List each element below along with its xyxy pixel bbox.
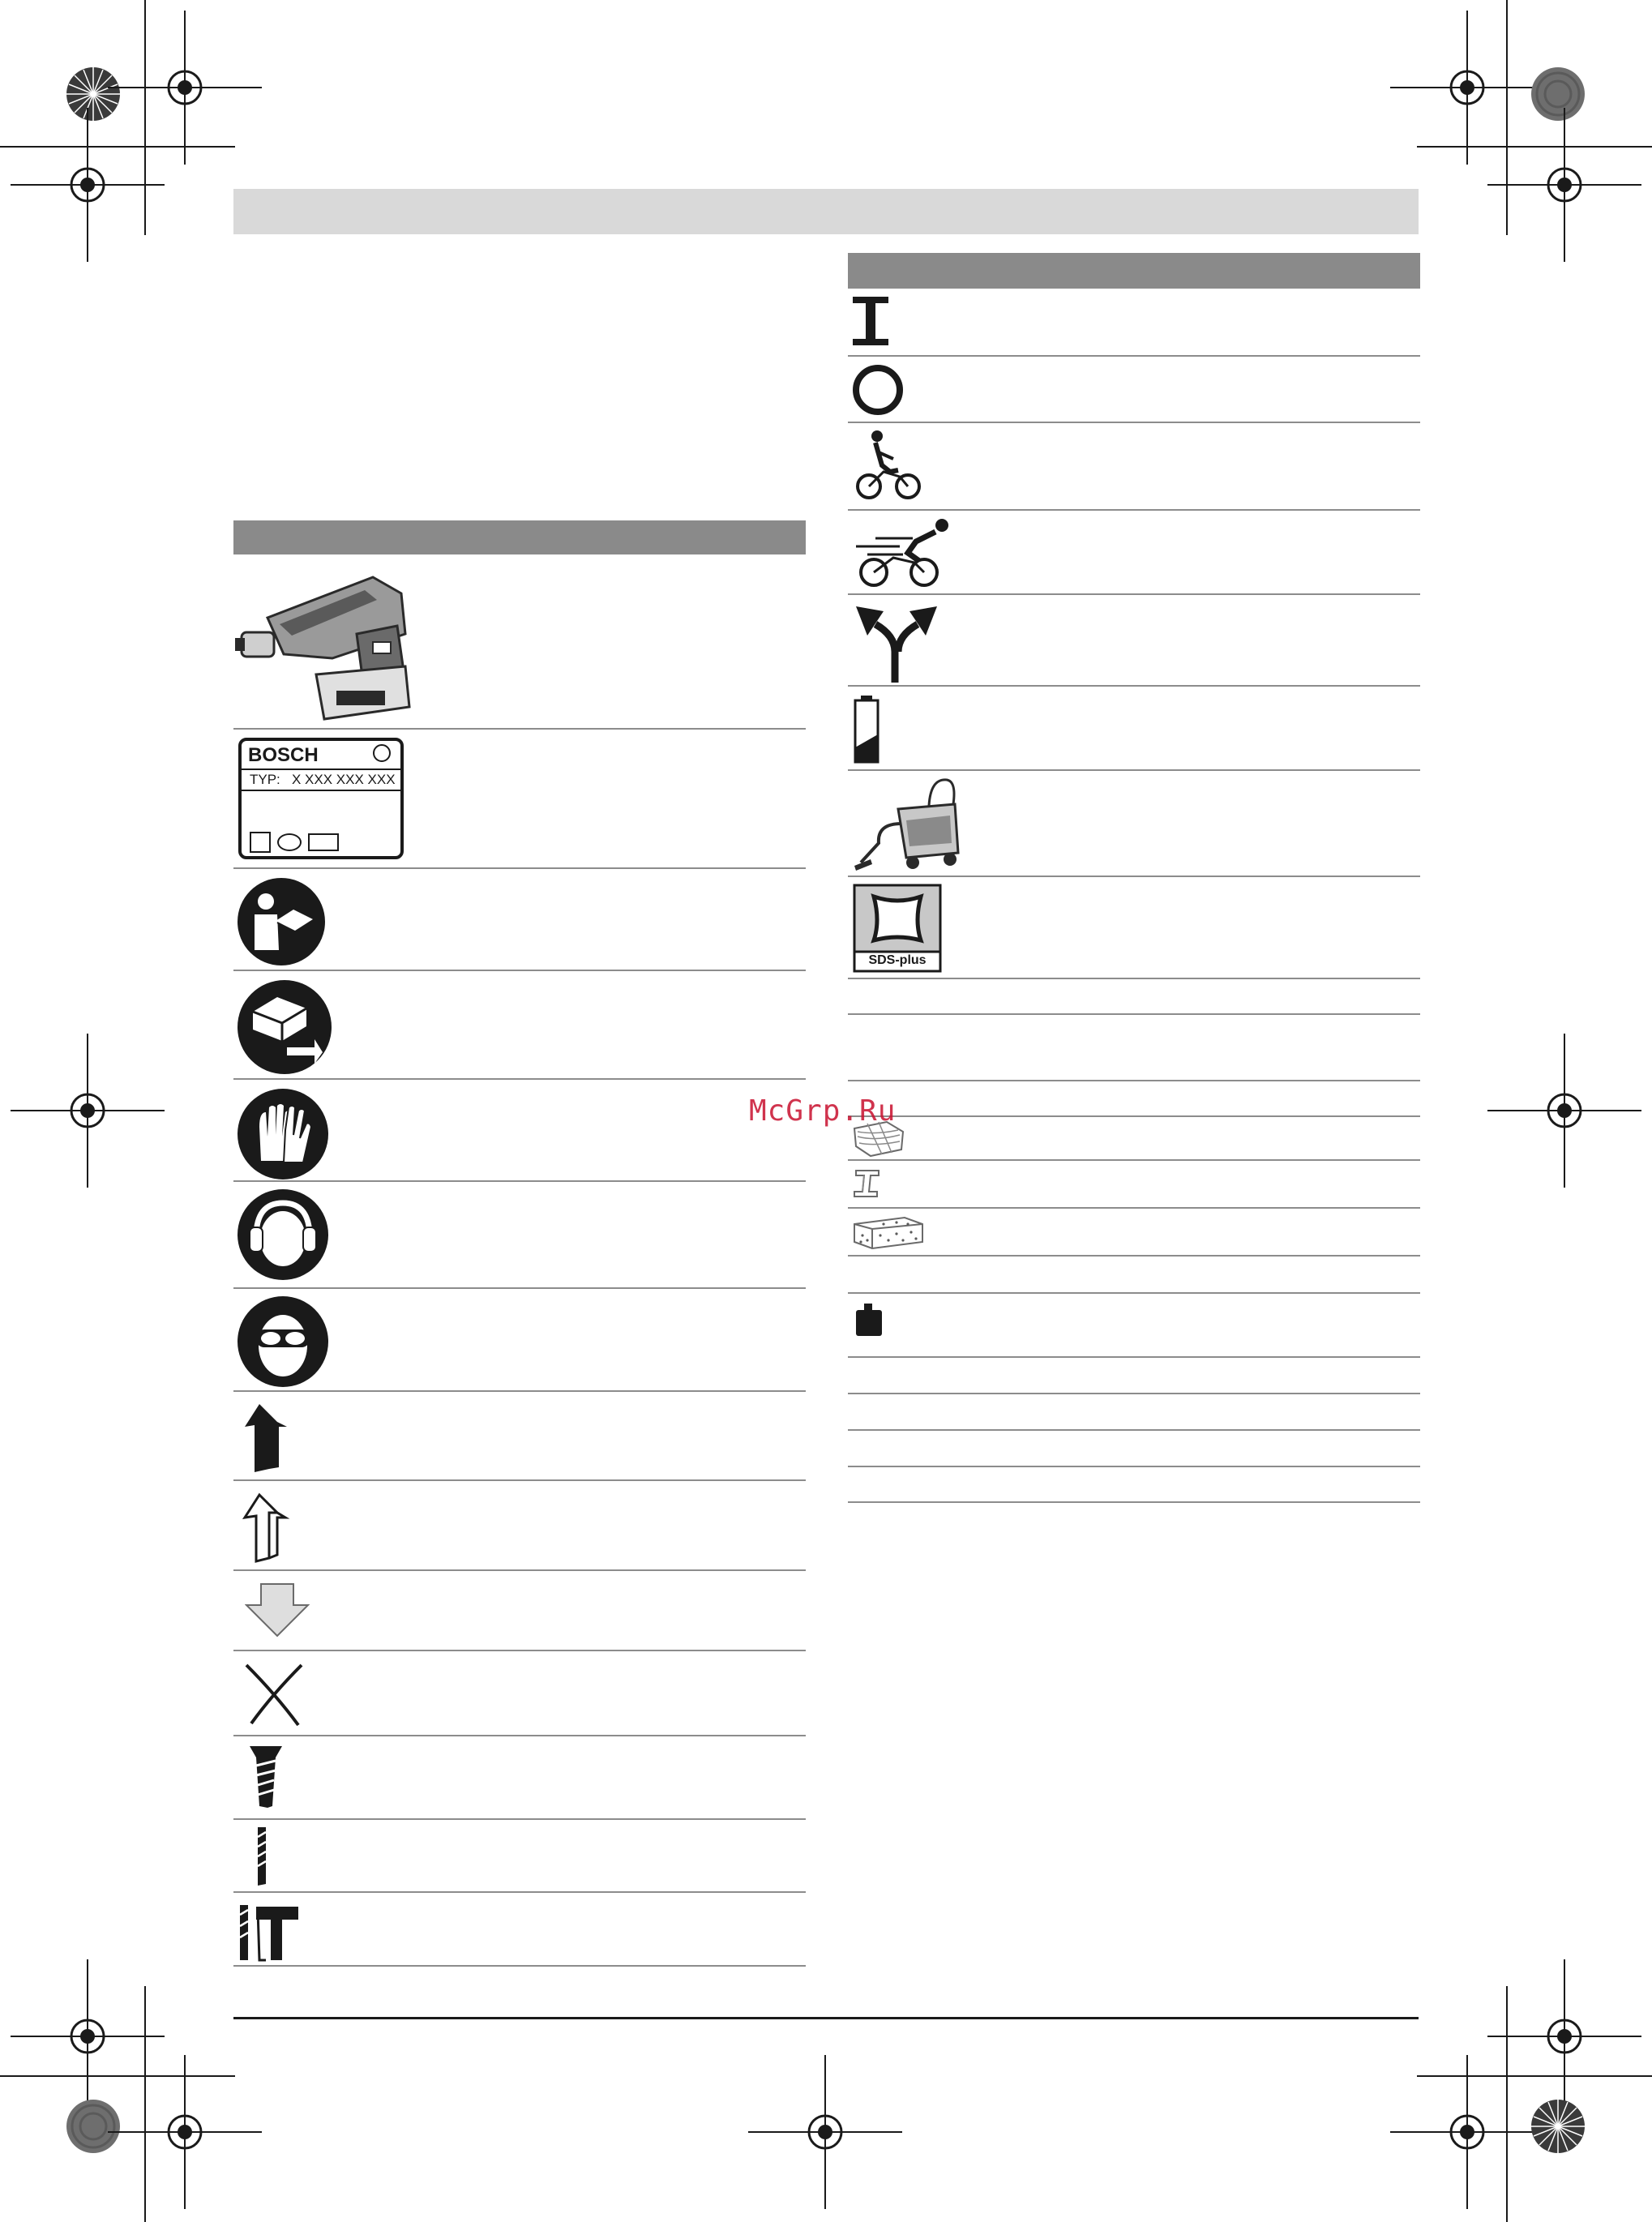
sds-plus-label: SDS-plus [868,953,927,967]
battery-removal-icon [237,979,332,1075]
arrow-up-outline-icon [242,1492,292,1563]
page-header-band [233,189,1419,234]
read-manual-icon [237,877,326,966]
hammer-drill-icon [237,1902,302,1962]
left-section-header [233,520,806,554]
masonry-icon [851,1213,926,1252]
cyclist-slow-icon [854,430,924,503]
weight-icon [854,1302,884,1338]
type-plate-icon [238,738,404,859]
gloves-icon [237,1088,329,1180]
plate-type-prefix: TYP: [250,772,280,787]
cross-icon [243,1662,305,1727]
rotary-hammer-icon [235,561,417,723]
eye-protection-icon [237,1295,329,1388]
plate-type-number: X XXX XXX XXX [292,772,396,787]
steel-beam-icon [853,1167,882,1200]
fork-arrow-icon [851,600,942,684]
arrow-down-icon [245,1582,310,1638]
right-section-header [848,253,1420,289]
plate-brand: BOSCH [248,744,319,766]
vacuum-cleaner-icon [853,775,965,872]
ear-protection-icon [237,1188,329,1281]
power-on-icon [851,295,892,347]
battery-level-icon [853,694,880,764]
plate-oval-icon [277,833,302,851]
arrow-up-filled-icon [242,1402,292,1474]
watermark: McGrp.Ru [749,1094,897,1128]
cyclist-fast-icon [851,517,952,589]
plate-logo-icon [373,744,391,762]
footer-rule [233,2017,1419,2019]
plate-square-icon [250,832,271,853]
plate-rect-icon [308,833,339,851]
drill-bit-icon [253,1826,271,1887]
screw-icon [248,1745,284,1809]
power-off-icon [851,363,905,417]
